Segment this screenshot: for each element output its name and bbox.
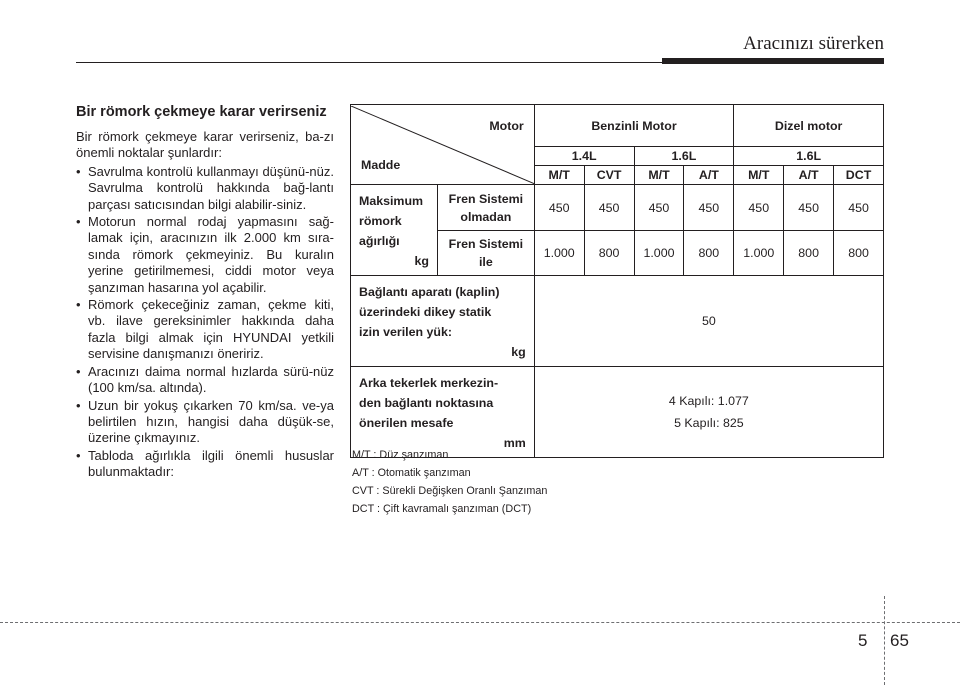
transmission-header: M/T bbox=[634, 166, 684, 185]
list-item-text: Uzun bir yokuş çıkarken 70 km/sa. ve-ya belirtilen hızın, hangisi daha düşük-se, üzerine çıkmayınız. bbox=[88, 397, 334, 446]
distance-value: 4 Kapılı: 1.077 5 Kapılı: 825 bbox=[534, 367, 883, 458]
table-corner-cell bbox=[351, 105, 535, 185]
table-cell: 450 bbox=[734, 185, 784, 231]
table-cell: 800 bbox=[834, 231, 884, 276]
table-cell: 800 bbox=[784, 231, 834, 276]
note-line: DCT : Çift kavramalı şanzıman (DCT) bbox=[352, 503, 532, 515]
list-item bbox=[76, 364, 334, 397]
list-item bbox=[76, 297, 334, 363]
list-item bbox=[76, 214, 334, 296]
table-cell: 450 bbox=[834, 185, 884, 231]
list-item bbox=[76, 164, 334, 213]
group-header-petrol: Benzinli Motor bbox=[534, 105, 734, 147]
engine-header: 1.4L bbox=[534, 147, 634, 166]
bullet-icon: • bbox=[76, 163, 81, 179]
chapter-number: 5 bbox=[858, 631, 868, 650]
table-cell: 800 bbox=[684, 231, 734, 276]
list-item-text: Römork çekeceğiniz zaman, çekme kiti, vb. ilave gereksinimler hakkında daha fazla bilgi almak için HYUNDAI yetkili servisine danışmanızı öneririz. bbox=[88, 297, 334, 362]
bullet-icon: • bbox=[76, 214, 81, 230]
table-cell: 1.000 bbox=[634, 231, 684, 276]
section-heading: Bir römork çekmeye karar verirseniz bbox=[76, 104, 327, 120]
table-cell: 1.000 bbox=[534, 231, 584, 276]
vertical-load-value: 50 bbox=[534, 276, 883, 367]
page-number: 65 bbox=[890, 631, 909, 650]
transmission-header: M/T bbox=[734, 166, 784, 185]
engine-header: 1.6L bbox=[734, 147, 884, 166]
table-cell: 450 bbox=[584, 185, 634, 231]
transmission-header: CVT bbox=[584, 166, 634, 185]
bullet-icon: • bbox=[76, 297, 81, 313]
footer-divider bbox=[884, 596, 885, 685]
table-cell: 1.000 bbox=[734, 231, 784, 276]
diagonal-divider bbox=[351, 106, 535, 184]
row-label-max-weight: Maksimum römork ağırlığı kg bbox=[351, 185, 438, 276]
unit-label: kg bbox=[414, 254, 429, 268]
list-item-text: Motorun normal rodaj yapmasını sağ-lamak için, aracınızın ilk 2.000 km sıra-sında römork çekmeyiniz. Bu kuralın yerine getirilmemesi, ciddi motor veya şanzıman hasarına yol açabilir. bbox=[88, 214, 334, 295]
header-rule-accent bbox=[662, 58, 884, 64]
engine-header: 1.6L bbox=[634, 147, 734, 166]
list-item-text: Tabloda ağırlıkla ilgili önemli hususlar bulunmaktadır: bbox=[88, 447, 334, 480]
corner-label-madde: Madde bbox=[361, 157, 401, 172]
unit-label: kg bbox=[511, 345, 526, 359]
table-cell: 450 bbox=[634, 185, 684, 231]
table-cell: 450 bbox=[684, 185, 734, 231]
row-label-vertical-load: Bağlantı aparatı (kaplin) üzerindeki dikey statik izin verilen yük: kg bbox=[351, 276, 535, 367]
brake-off-label: Fren Sistemi olmadan bbox=[437, 185, 534, 231]
note-line: A/T : Otomatik şanzıman bbox=[352, 467, 471, 479]
corner-label-motor: Motor bbox=[489, 118, 524, 133]
bullet-icon: • bbox=[76, 397, 81, 413]
intro-paragraph: Bir römork çekmeye karar verirseniz, ba-zı önemli noktalar şunlardır: bbox=[76, 129, 334, 161]
group-header-diesel: Dizel motor bbox=[734, 105, 884, 147]
bullet-icon: • bbox=[76, 447, 81, 463]
brake-on-label: Fren Sistemi ile bbox=[437, 231, 534, 276]
transmission-header: M/T bbox=[534, 166, 584, 185]
bullet-list bbox=[76, 164, 334, 481]
header-rule bbox=[76, 62, 662, 63]
transmission-header: DCT bbox=[834, 166, 884, 185]
left-column bbox=[76, 104, 334, 482]
row-label-distance: Arka tekerlek merkezin- den bağlantı noktasına önerilen mesafe mm bbox=[351, 367, 535, 458]
note-line: CVT : Sürekli Değişken Oranlı Şanzıman bbox=[352, 485, 548, 497]
table-cell: 800 bbox=[584, 231, 634, 276]
list-item-text: Aracınızı daima normal hızlarda sürü-nüz (100 km/sa. altında). bbox=[88, 363, 334, 396]
unit-label: mm bbox=[503, 436, 526, 450]
towing-spec-table bbox=[350, 104, 884, 458]
transmission-header: A/T bbox=[784, 166, 834, 185]
transmission-header: A/T bbox=[684, 166, 734, 185]
footer-rule bbox=[0, 622, 960, 623]
chapter-title: Aracınızı sürerken bbox=[743, 33, 884, 54]
list-item bbox=[76, 448, 334, 481]
table-cell: 450 bbox=[534, 185, 584, 231]
table-cell: 450 bbox=[784, 185, 834, 231]
list-item bbox=[76, 398, 334, 447]
abbreviation-notes bbox=[352, 446, 547, 518]
bullet-icon: • bbox=[76, 363, 81, 379]
list-item-text: Savrulma kontrolü kullanmayı düşünü-nüz. Savrulma kontrolü hakkında bağ-lantı parçası satıcısından bilgi alabilir-siniz. bbox=[88, 163, 334, 212]
note-line: M/T : Düz şanzıman bbox=[352, 449, 449, 461]
